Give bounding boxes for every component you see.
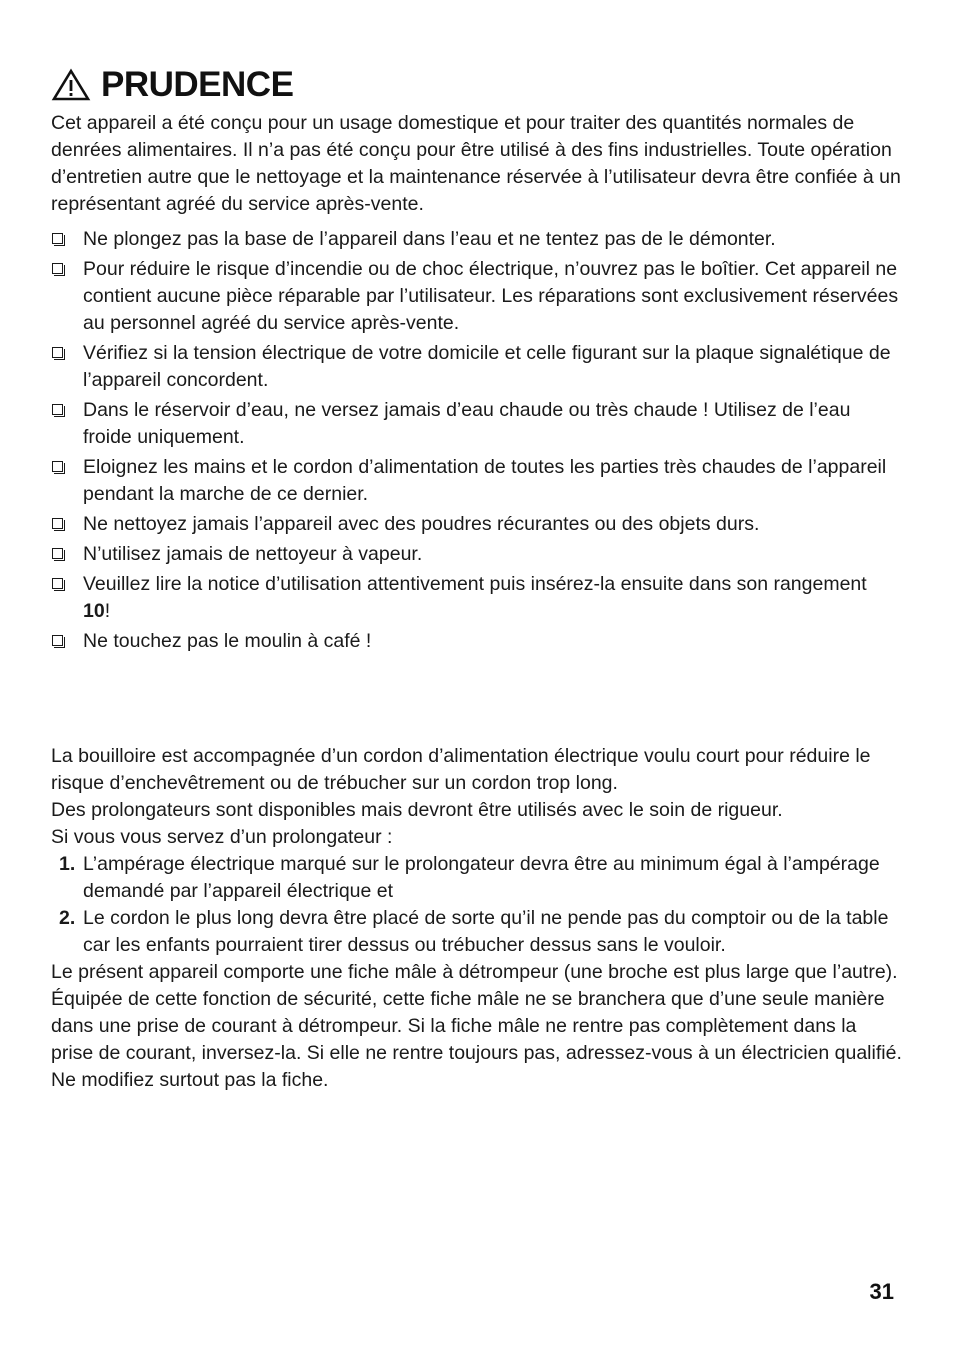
checklist-item: Eloignez les mains et le cordon d’alimentation de toutes les parties très chaudes de l’appareil pendant la marche de ce dernier. xyxy=(51,454,903,508)
numbered-item: 1. L’ampérage électrique marqué sur le prolongateur devra être au minimum égal à l’ampérage demandé par l’appareil électrique et xyxy=(59,853,880,902)
warning-intro: Cet appareil a été conçu pour un usage domestique et pour traiter des quantités normales de denrées alimentaires. Il n’a pas été conçu pour être utilisé à des fins industrielles. Toute opération d’entretien autre que le nettoyage et la maintenance réservée à l’utilisateur devra être confiée à un représentant agréé du service après-vente. xyxy=(51,112,901,215)
warning-checklist xyxy=(51,226,903,655)
cord-paragraph: Des prolongateurs sont disponibles mais devront être utilisés avec le soin de rigueur. xyxy=(51,799,783,821)
checkbox-icon xyxy=(52,635,63,646)
cord-paragraph: La bouilloire est accompagnée d’un cordon d’alimentation électrique voulu court pour réduire le risque d’enchevêtrement ou de trébucher sur un cordon trop long. xyxy=(51,745,871,794)
checkbox-icon xyxy=(52,461,63,472)
cord-paragraph: Si vous vous servez d’un prolongateur : xyxy=(51,826,393,848)
page-number: 31 xyxy=(869,1279,894,1304)
checklist-item: N’utilisez jamais de nettoyeur à vapeur. xyxy=(51,541,903,568)
checklist-item: Vérifiez si la tension électrique de votre domicile et celle figurant sur la plaque signalétique de l’appareil concordent. xyxy=(51,340,903,394)
numbered-item: 2. Le cordon le plus long devra être placé de sorte qu’il ne pende pas du comptoir ou de la table car les enfants pourraient tirer dessus ou trébucher dessus sans le vouloir. xyxy=(59,907,889,956)
checkbox-icon xyxy=(52,233,63,244)
cord-section xyxy=(51,743,903,1094)
warning-triangle-icon xyxy=(51,68,91,102)
checkbox-icon xyxy=(52,548,63,559)
polarized-plug-paragraph: Le présent appareil comporte une fiche mâle à détrompeur (une broche est plus large que l’autre). Équipée de cette fonction de sécurité, cette fiche mâle ne se branchera que d’une seule manière dans une prise de courant à détrompeur. Si la fiche mâle ne rentre pas complètement dans la prise de courant, inversez-la. Si elle ne rentre toujours pas, adressez-vous à un électricien qualifié. Ne modifiez surtout pas la fiche. xyxy=(51,961,902,1091)
checkbox-icon xyxy=(52,518,63,529)
checklist-item-storage: Veuillez lire la notice d’utilisation attentivement puis insérez-la ensuite dans son rangement 10! xyxy=(51,571,903,625)
checklist-item: Dans le réservoir d’eau, ne versez jamais d’eau chaude ou très chaude ! Utilisez de l’eau froide uniquement. xyxy=(51,397,903,451)
checkbox-icon xyxy=(52,263,63,274)
document-page xyxy=(51,62,903,1094)
checkbox-icon xyxy=(52,578,63,589)
warning-heading xyxy=(51,62,903,108)
checklist-item: Ne plongez pas la base de l’appareil dans l’eau et ne tentez pas de le démonter. xyxy=(51,226,903,253)
checklist-item: Ne nettoyez jamais l’appareil avec des poudres récurantes ou des objets durs. xyxy=(51,511,903,538)
extension-steps xyxy=(51,851,903,959)
checkbox-icon xyxy=(52,404,63,415)
checklist-item: Pour réduire le risque d’incendie ou de choc électrique, n’ouvrez pas le boîtier. Cet appareil ne contient aucune pièce réparable par l’utilisateur. Les réparations sont exclusivement réservées au personnel agréé du service après-vente. xyxy=(51,256,903,337)
warning-title: PRUDENCE xyxy=(101,65,294,104)
checkbox-icon xyxy=(52,347,63,358)
checklist-item: Ne touchez pas le moulin à café ! xyxy=(51,628,903,655)
figure-reference: 10 xyxy=(83,600,105,622)
